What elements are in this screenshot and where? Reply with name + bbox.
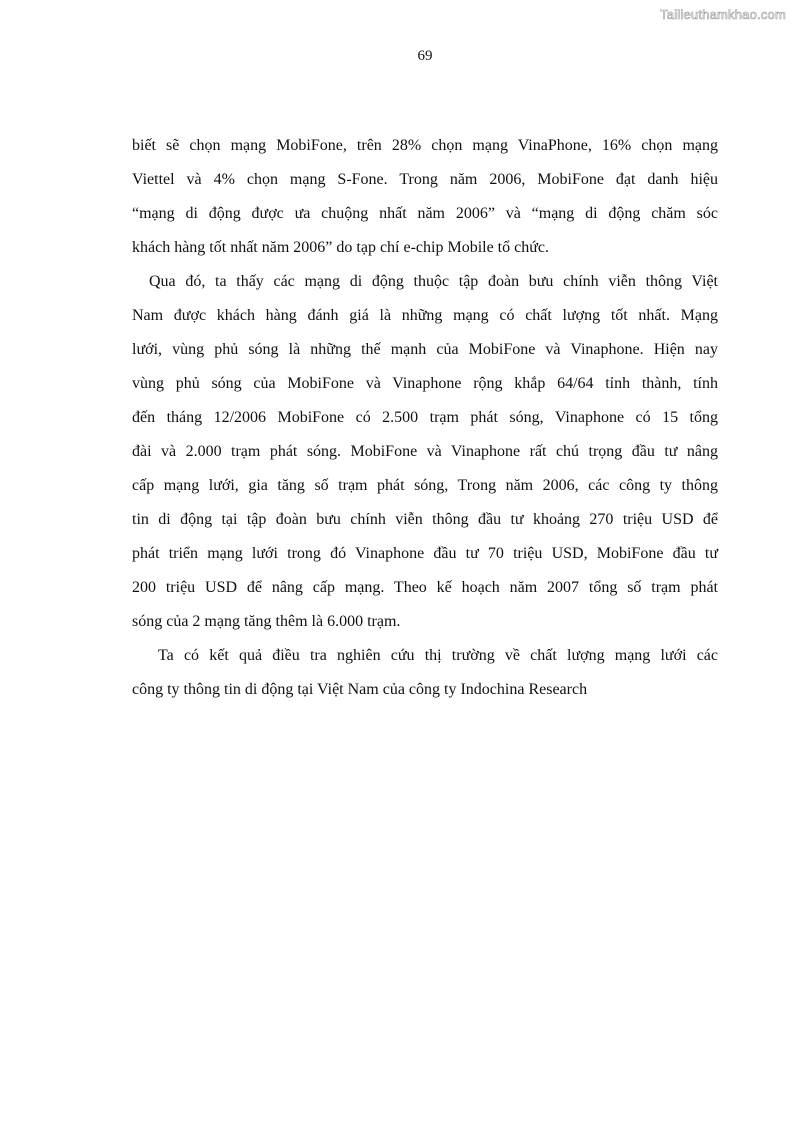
- paragraph-2-line-6: đài và 2.000 trạm phát sóng. MobiFone và Vinaphone rất chú trọng đầu tư nâng: [132, 443, 718, 460]
- paragraph-1-line-2: Viettel và 4% chọn mạng S-Fone. Trong năm 2006, MobiFone đạt danh hiệu: [132, 171, 718, 188]
- paragraph-2-line-5: đến tháng 12/2006 MobiFone có 2.500 trạm phát sóng, Vinaphone có 15 tổng: [132, 409, 718, 426]
- paragraph-1-line-3: “mạng di động được ưa chuộng nhất năm 2006” và “mạng di động chăm sóc: [132, 205, 718, 222]
- page-number: 69: [417, 48, 433, 64]
- paragraph-2-line-3: lưới, vùng phủ sóng là những thế mạnh của MobiFone và Vinaphone. Hiện nay: [132, 341, 718, 358]
- paragraph-2-line-8: tin di động tại tập đoàn bưu chính viễn thông đầu tư khoảng 270 triệu USD để: [132, 511, 718, 528]
- paragraph-3-line-2: công ty thông tin di động tại Việt Nam của công ty Indochina Research: [132, 681, 588, 698]
- paragraph-2-line-1: Qua đó, ta thấy các mạng di động thuộc tập đoàn bưu chính viễn thông Việt: [149, 273, 718, 290]
- document-body: [132, 129, 718, 707]
- paragraph-2-line-4: vùng phủ sóng của MobiFone và Vinaphone rộng khắp 64/64 tỉnh thành, tính: [132, 375, 718, 392]
- paragraph-3-line-1: Ta có kết quả điều tra nghiên cứu thị trường về chất lượng mạng lưới các: [158, 647, 718, 664]
- watermark-text: Tailieuthamkhao.com: [660, 7, 786, 22]
- paragraph-2-line-9: phát triển mạng lưới trong đó Vinaphone đầu tư 70 triệu USD, MobiFone đầu tư: [132, 545, 718, 562]
- paragraph-1-line-1: biết sẽ chọn mạng MobiFone, trên 28% chọn mạng VinaPhone, 16% chọn mạng: [132, 137, 718, 154]
- paragraph-2-line-10: 200 triệu USD để nâng cấp mạng. Theo kế hoạch năm 2007 tổng số trạm phát: [132, 579, 718, 596]
- paragraph-1-line-4: khách hàng tốt nhất năm 2006” do tạp chí e-chip Mobile tổ chức.: [132, 239, 549, 256]
- paragraph-2-line-11: sóng của 2 mạng tăng thêm là 6.000 trạm.: [132, 613, 401, 630]
- paragraph-2-line-7: cấp mạng lưới, gia tăng số trạm phát sóng, Trong năm 2006, các công ty thông: [132, 477, 718, 494]
- paragraph-2-line-2: Nam được khách hàng đánh giá là những mạng có chất lượng tốt nhất. Mạng: [132, 307, 718, 324]
